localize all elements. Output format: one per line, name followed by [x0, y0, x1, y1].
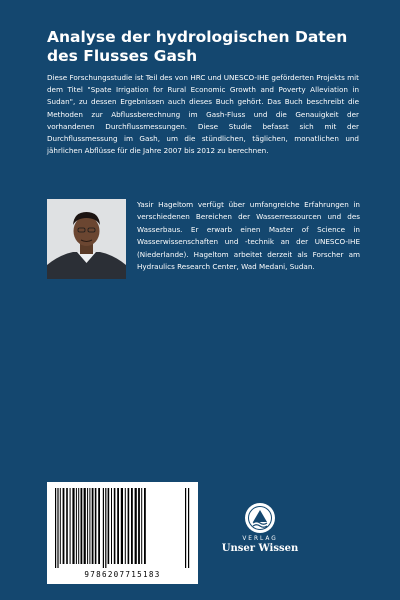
publisher-name: Unser Wissen — [221, 543, 299, 554]
author-portrait-image — [47, 199, 126, 279]
barcode-bar — [125, 488, 126, 564]
barcode-bar — [121, 488, 123, 564]
barcode-bar — [138, 488, 140, 564]
barcode-bar — [95, 488, 97, 564]
barcode-bar — [141, 488, 142, 564]
barcode-bar — [117, 488, 119, 564]
author-bio: Yasir Hageltom verfügt über umfangreiche Erfahrungen in verschiedenen Bereichen der Wasserressourcen und des Wasserbaus. Er erwarb einen Master of Science in Wasserwissenschaften und -technik an der UNESCO-IHE (Niederlande). Hageltom arbeitet derzeit als Forscher am Hydraulics Research Center, Wad Medani, Sudan. — [137, 200, 360, 272]
barcode-bar — [66, 488, 68, 564]
barcode-bar — [87, 488, 88, 564]
barcode-bar — [89, 488, 90, 564]
barcode-bar — [135, 488, 137, 564]
publisher-seal-icon — [244, 502, 276, 534]
barcode-bars — [53, 488, 192, 568]
barcode-bar — [92, 488, 94, 564]
publisher-kicker: VERLAG — [242, 536, 278, 542]
author-photo — [47, 199, 126, 279]
book-abstract: Diese Forschungsstudie ist Teil des von HRC und UNESCO-IHE geförderten Projekts mit dem Titel "Spate Irrigation for Rural Economic Growth and Poverty Alleviation in Sudan", zu dessen Ergebnissen auch dieses Buch gehört. Das Buch beschreibt die Methoden zur Abflussberechnung im Gash-Fluss und die Genauigkeit der vorhandenen Durchflussmessungen. Diese Studie befasst sich mit der Durchflussmessung im Gash, um die stündlichen, täglichen, monatlichen und jährlichen Abflüsse für die Jahre 2007 bis 2012 zu berechnen. — [47, 73, 359, 156]
barcode-bar — [72, 488, 74, 564]
barcode-bar — [78, 488, 79, 564]
isbn-number: 9786207715183 — [84, 570, 161, 579]
publisher-logo — [218, 502, 302, 558]
barcode-bar — [185, 488, 186, 568]
barcode-bar — [131, 488, 133, 564]
barcode-bar — [111, 488, 112, 564]
barcode-bar — [114, 488, 116, 564]
barcode-bar — [108, 488, 110, 564]
barcode-bar — [98, 488, 100, 564]
barcode-bar — [188, 488, 189, 568]
barcode-bar — [103, 488, 104, 568]
barcode-bar — [55, 488, 56, 568]
barcode-bar — [76, 488, 77, 564]
barcode-bar — [144, 488, 146, 564]
barcode-bar — [57, 488, 58, 568]
barcode-bar — [84, 488, 86, 564]
barcode-bar — [105, 488, 106, 568]
book-title: Analyse der hydrologischen Daten des Flusses Gash — [47, 28, 348, 65]
isbn-barcode — [47, 482, 198, 584]
barcode-bar — [60, 488, 61, 564]
barcode-bar — [81, 488, 83, 564]
barcode-bar — [70, 488, 71, 564]
barcode-bar — [128, 488, 130, 564]
barcode-bar — [63, 488, 65, 564]
